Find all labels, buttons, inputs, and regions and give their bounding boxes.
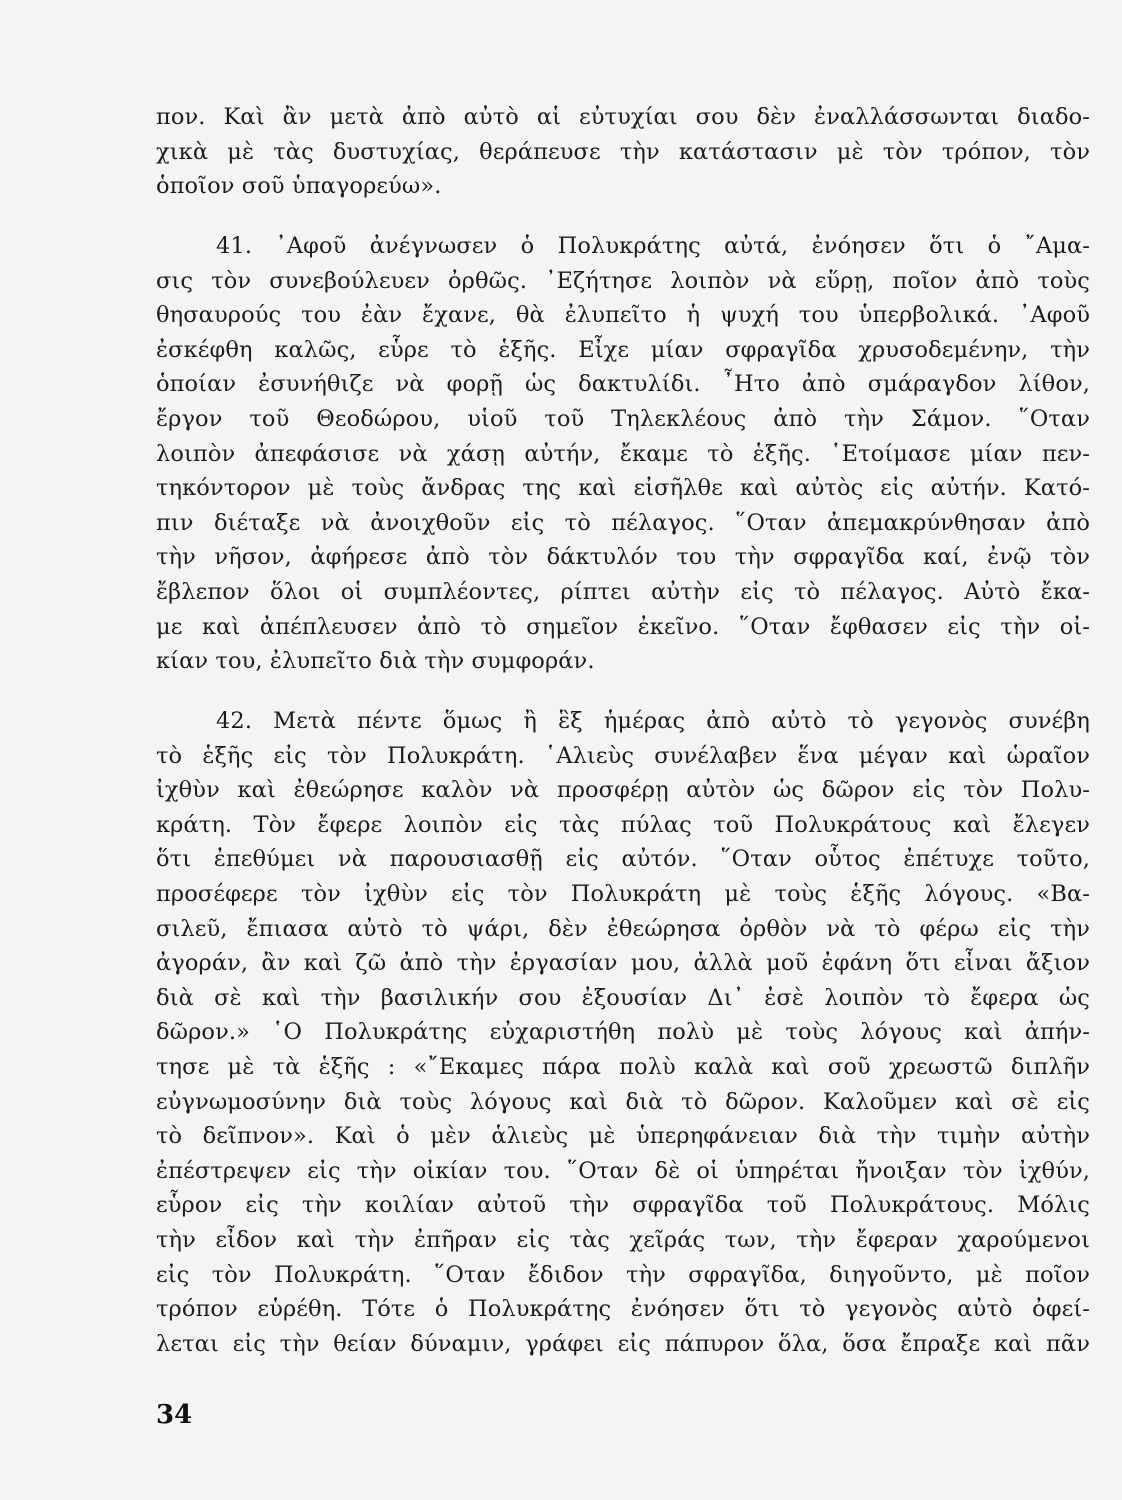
text-line: ὁποῖον σοῦ ὑπαγορεύω». bbox=[156, 173, 442, 200]
text-line: σιλεῦ, ἔπιασα αὐτὸ τὸ ψάρι, δὲν ἐθεώρησα ὀρθὸν νὰ τὸ φέρω εἰς τὴν bbox=[156, 915, 1090, 942]
text-line: 41. ᾿Αφοῦ ἀνέγνωσεν ὁ Πολυκράτης αὐτά, ἐνόησεν ὅτι ὁ ῎Αμα- bbox=[216, 233, 1090, 259]
text-line: κράτη. Τὸν ἔφερε λοιπὸν εἰς τὰς πύλας τοῦ Πολυκράτους καὶ ἔλεγεν bbox=[156, 811, 1090, 838]
text-line: λοιπὸν ἀπεφάσισε νὰ χάσῃ αὐτήν, ἔκαμε τὸ ἑξῆς. ῾Ετοίμασε μίαν πεν- bbox=[156, 440, 1090, 467]
text-line: διὰ σὲ καὶ τὴν βασιλικήν σου ἐξουσίαν Δι᾿ ἐσὲ λοιπὸν τὸ ἔφερα ὡς bbox=[156, 984, 1090, 1011]
paragraph-42 bbox=[156, 704, 1090, 1361]
paragraph-41 bbox=[156, 229, 1090, 679]
text-line: τὸ ἑξῆς εἰς τὸν Πολυκράτη. ῾Αλιεὺς συνέλαβεν ἕνα μέγαν καὶ ὡραῖον bbox=[156, 742, 1090, 769]
text-line: τησε μὲ τὰ ἑξῆς : «῎Εκαμες πάρα πολὺ καλὰ καὶ σοῦ χρεωστῶ διπλῆν bbox=[156, 1053, 1090, 1080]
text-line: ἰχθὺν καὶ ἐθεώρησε καλὸν νὰ προσφέρῃ αὐτὸν ὡς δῶρον εἰς τὸν Πολυ- bbox=[156, 777, 1090, 804]
text-line: ἐπέστρεψεν εἰς τὴν οἰκίαν του. ῞Οταν δὲ οἱ ὑπηρέται ἤνοιξαν τὸν ἰχθύν, bbox=[156, 1157, 1090, 1184]
text-line: τὴν νῆσον, ἀφήρεσε ἀπὸ τὸν δάκτυλόν του τὴν σφραγῖδα καί, ἐνῷ τὸν bbox=[156, 544, 1090, 571]
text-line: πιν διέταξε νὰ ἀνοιχθοῦν εἰς τὸ πέλαγος. ῞Οταν ἀπεμακρύνθησαν ἀπὸ bbox=[156, 509, 1090, 536]
text-line: ἔργον τοῦ Θεοδώρου, υἱοῦ τοῦ Τηλεκλέους ἀπὸ τὴν Σάμον. ῞Οταν bbox=[156, 405, 1090, 432]
text-line: προσέφερε τὸν ἰχθὺν εἰς τὸν Πολυκράτη μὲ τοὺς ἑξῆς λόγους. «Βα- bbox=[156, 880, 1090, 907]
text-line: τὸ δεῖπνον». Καὶ ὁ μὲν ἁλιεὺς μὲ ὑπερηφάνειαν διὰ τὴν τιμὴν αὐτὴν bbox=[156, 1123, 1090, 1150]
text-line: με καὶ ἀπέπλευσεν ἀπὸ τὸ σημεῖον ἐκεῖνο. ῞Οταν ἔφθασεν εἰς τὴν οἰ- bbox=[156, 613, 1090, 640]
text-line: τηκόντορον μὲ τοὺς ἄνδρας της καὶ εἰσῆλθε καὶ αὐτὸς εἰς αὐτήν. Κατό- bbox=[156, 475, 1090, 502]
text-line: εὗρον εἰς τὴν κοιλίαν αὐτοῦ τὴν σφραγῖδα τοῦ Πολυκράτους. Μόλις bbox=[156, 1192, 1090, 1219]
text-line: ὁποίαν ἐσυνήθιζε νὰ φορῇ ὡς δακτυλίδι. ῏Ητο ἀπὸ σμάραγδον λίθον, bbox=[156, 371, 1090, 398]
page-number: 34 bbox=[156, 1400, 193, 1430]
text-line: σις τὸν συνεβούλευεν ὀρθῶς. ᾿Εζήτησε λοιπὸν νὰ εὕρῃ, ποῖον ἀπὸ τοὺς bbox=[156, 267, 1090, 294]
paragraph-1 bbox=[156, 100, 1090, 204]
text-line: χικὰ μὲ τὰς δυστυχίας, θεράπευσε τὴν κατάστασιν μὲ τὸν τρόπον, τὸν bbox=[156, 138, 1090, 165]
text-line: εὐγνωμοσύνην διὰ τοὺς λόγους καὶ διὰ τὸ δῶρον. Καλοῦμεν καὶ σὲ εἰς bbox=[156, 1088, 1090, 1115]
text-line: ὅτι ἐπεθύμει νὰ παρουσιασθῇ εἰς αὐτόν. ῞Οταν οὗτος ἐπέτυχε τοῦτο, bbox=[156, 846, 1090, 873]
text-line: ἐσκέφθη καλῶς, εὗρε τὸ ἑξῆς. Εἶχε μίαν σφραγῖδα χρυσοδεμένην, τὴν bbox=[156, 336, 1090, 363]
text-line: κίαν του, ἐλυπεῖτο διὰ τὴν συμφοράν. bbox=[156, 648, 595, 675]
text-line: θησαυρούς του ἐὰν ἔχανε, θὰ ἐλυπεῖτο ἡ ψυχή του ὑπερβολικά. ᾿Αφοῦ bbox=[156, 302, 1090, 329]
text-line: πον. Καὶ ἂν μετὰ ἀπὸ αὐτὸ αἱ εὐτυχίαι σου δὲν ἐναλλάσσωνται διαδο- bbox=[156, 104, 1090, 130]
text-line: τρόπον εὑρέθη. Τότε ὁ Πολυκράτης ἐνόησεν ὅτι τὸ γεγονὸς αὐτὸ ὀφεί- bbox=[156, 1296, 1090, 1323]
text-line: λεται εἰς τὴν θείαν δύναμιν, γράφει εἰς πάπυρον ὅλα, ὅσα ἔπραξε καὶ πᾶν bbox=[156, 1330, 1090, 1357]
text-line: τὴν εἶδον καὶ τὴν ἐπῆραν εἰς τὰς χεῖράς των, τὴν ἔφεραν χαρούμενοι bbox=[156, 1226, 1090, 1253]
text-line: δῶρον.» ῾Ο Πολυκράτης εὐχαριστήθη πολὺ μὲ τοὺς λόγους καὶ ἀπήν- bbox=[156, 1019, 1090, 1046]
text-line: ἀγοράν, ἂν καὶ ζῶ ἀπὸ τὴν ἐργασίαν μου, ἀλλὰ μοῦ ἐφάνη ὅτι εἶναι ἄξιον bbox=[156, 950, 1090, 977]
text-line: εἰς τὸν Πολυκράτη. ῞Οταν ἔδιδον τὴν σφραγῖδα, διηγοῦντο, μὲ ποῖον bbox=[156, 1261, 1090, 1288]
text-line: 42. Μετὰ πέντε ὅμως ἢ ἓξ ἡμέρας ἀπὸ αὐτὸ τὸ γεγονὸς συνέβη bbox=[216, 708, 1090, 734]
text-line: ἔβλεπον ὅλοι οἱ συμπλέοντες, ρίπτει αὐτὴν εἰς τὸ πέλαγος. Αὐτὸ ἔκα- bbox=[156, 578, 1090, 605]
